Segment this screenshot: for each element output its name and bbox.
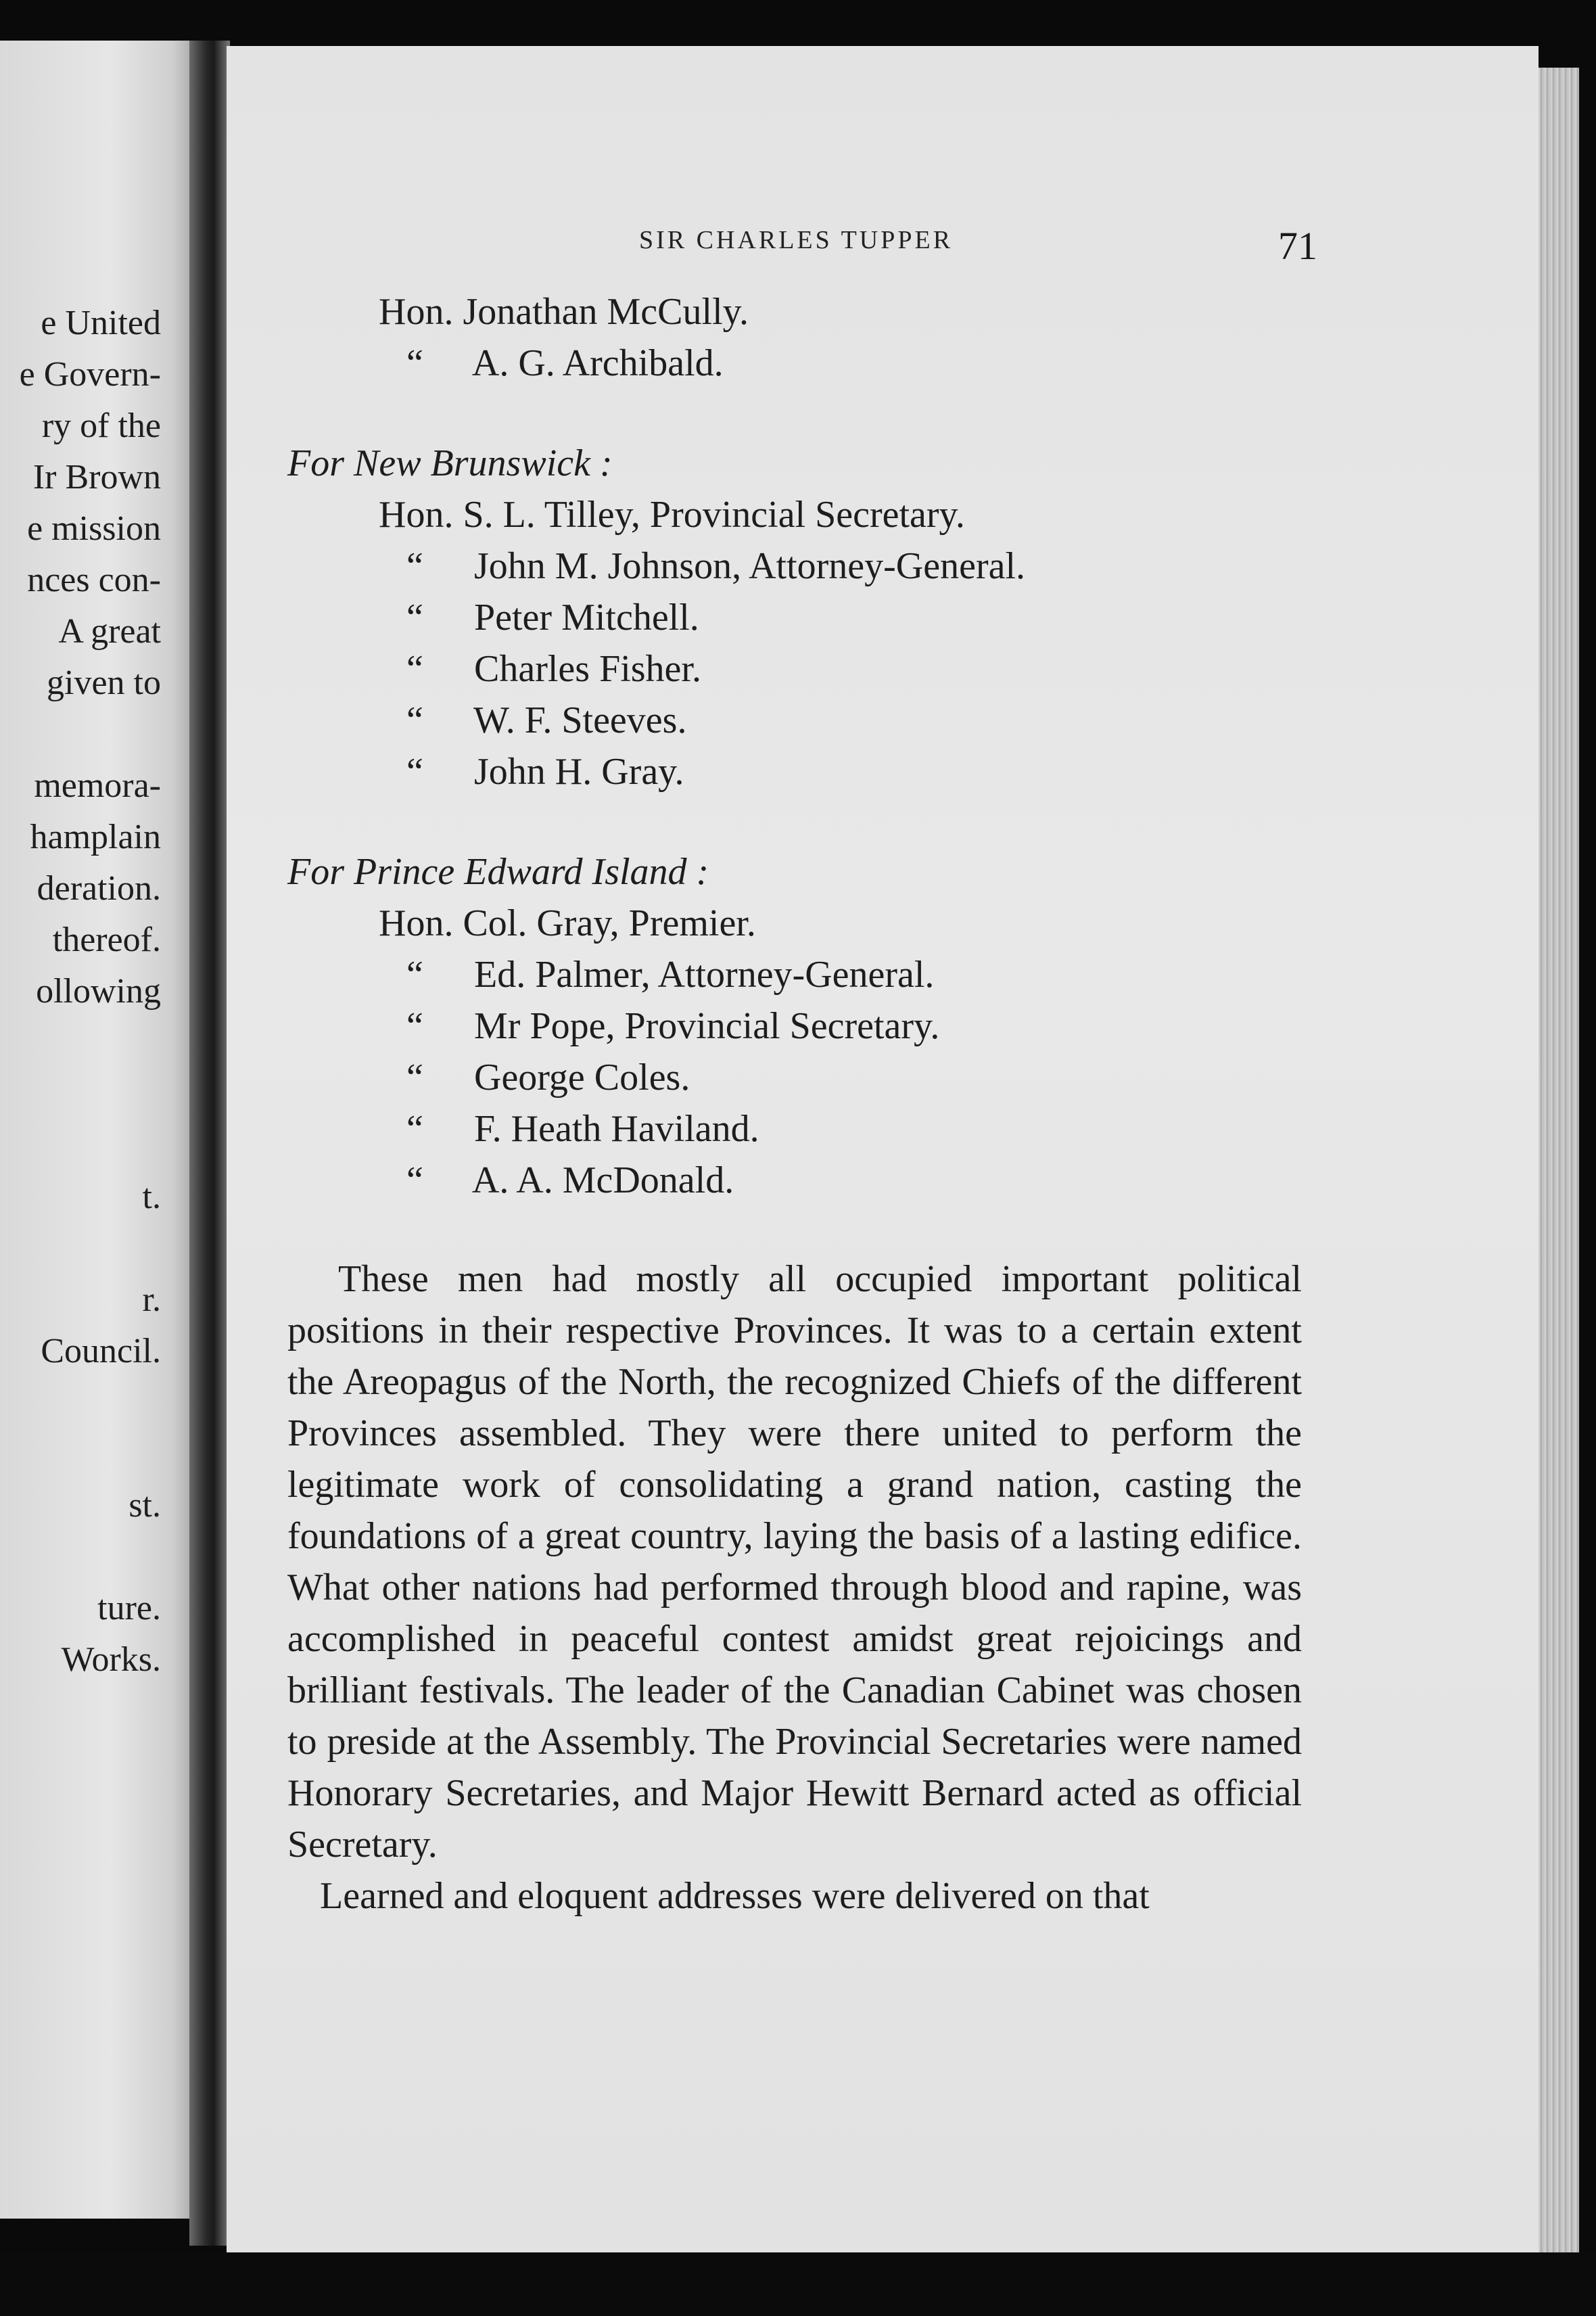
- member-name: Jonathan McCully.: [463, 291, 749, 333]
- member-name: W. F. Steeves.: [473, 699, 687, 741]
- previous-page-line: [20, 1223, 161, 1274]
- member-name: A. G. Archibald.: [471, 342, 724, 384]
- member-name: Col. Gray, Premier.: [463, 902, 756, 944]
- list-item: [287, 746, 1342, 797]
- previous-page-line: A great: [58, 612, 161, 651]
- previous-page-line: [20, 709, 161, 760]
- member-prefix: Hon.: [379, 902, 454, 944]
- ditto-mark: “: [406, 954, 423, 996]
- previous-page-line: Works.: [61, 1640, 161, 1679]
- list-item: [287, 643, 1342, 695]
- member-name: S. L. Tilley, Provincial Secretary.: [463, 494, 965, 536]
- member-prefix: Hon.: [379, 291, 454, 333]
- body-paragraph: Learned and eloquent addresses were delivered on that: [320, 1875, 1150, 1917]
- section-heading-new-brunswick: For New Brunswick :: [287, 442, 613, 484]
- ditto-mark: “: [406, 1108, 423, 1150]
- member-name: A. A. McDonald.: [471, 1159, 734, 1201]
- previous-page-line: [20, 1069, 161, 1120]
- previous-page-line: thereof.: [52, 921, 161, 959]
- list-item: [287, 1052, 1342, 1103]
- list-item: [287, 1000, 1342, 1052]
- member-name: John M. Johnson, Attorney-General.: [474, 545, 1026, 587]
- previous-page-line: st.: [128, 1486, 161, 1525]
- page-number: 71: [1278, 224, 1317, 268]
- previous-page-line: [20, 1429, 161, 1480]
- ditto-mark: “: [406, 1057, 423, 1098]
- list-item: [287, 1103, 1342, 1155]
- running-head: SIR CHARLES TUPPER: [639, 226, 954, 254]
- previous-page-line: e mission: [27, 509, 161, 548]
- book-gutter: [189, 41, 230, 2246]
- previous-page-line: e Govern-: [19, 355, 161, 394]
- previous-page-line: [20, 1377, 161, 1429]
- previous-page-line: [20, 1531, 161, 1583]
- ditto-mark: “: [406, 545, 423, 587]
- ditto-mark: “: [406, 751, 423, 793]
- member-name: Ed. Palmer, Attorney-General.: [474, 954, 935, 996]
- page-content: [287, 286, 1342, 1922]
- list-item: [287, 540, 1342, 592]
- ditto-mark: “: [406, 597, 423, 639]
- previous-page-line: [20, 1017, 161, 1069]
- ditto-mark: “: [406, 648, 423, 690]
- previous-page-line: hamplain: [30, 818, 161, 856]
- new-brunswick-list: [287, 489, 1342, 797]
- list-item: [287, 695, 1342, 746]
- list-item: [287, 1155, 1342, 1206]
- member-name: Mr Pope, Provincial Secretary.: [474, 1005, 940, 1047]
- previous-page-line: [20, 1120, 161, 1172]
- ditto-mark: “: [406, 1005, 423, 1047]
- previous-page-line: nces con-: [27, 561, 161, 599]
- member-prefix: Hon.: [379, 494, 454, 536]
- previous-page-line: deration.: [37, 869, 161, 908]
- nova-scotia-list-tail: [287, 286, 1342, 389]
- previous-page-line: r.: [142, 1280, 161, 1319]
- previous-page-text: [20, 298, 161, 1686]
- member-name: Peter Mitchell.: [474, 597, 699, 639]
- list-item: [287, 592, 1342, 643]
- previous-page-line: e United: [41, 304, 161, 342]
- previous-page-line: ry of the: [41, 407, 161, 445]
- previous-page-line: Council.: [41, 1332, 161, 1370]
- ditto-mark: “: [406, 1159, 423, 1201]
- prince-edward-island-list: [287, 898, 1342, 1206]
- body-paragraph: These men had mostly all occupied important political positions in their respective Provinces. It was to a certain extent the Areopagus of the North, the recognized Chiefs of the different Provinces assembled. They were there united to perform the legitimate work of consolidating a grand nation, casting the foundations of a great country, laying the basis of a lasting edifice. What other nations had performed through blood and rapine, was accomplished in peaceful contest amidst great rejoicings and brilliant festivals. The leader of the Canadian Cabinet was chosen to preside at the Assembly. The Provincial Secretaries were named Honorary Secretaries, and Major Hewitt Bernard acted as official Secretary.: [287, 1258, 1302, 1866]
- previous-page-line: memora-: [34, 766, 161, 805]
- book-page: [227, 46, 1539, 2271]
- previous-page: [0, 41, 203, 2219]
- member-name: Charles Fisher.: [474, 648, 701, 690]
- scan-border: [0, 2252, 1596, 2316]
- list-item: [287, 489, 1342, 540]
- previous-page-line: Ir Brown: [32, 458, 161, 496]
- member-name: F. Heath Haviland.: [474, 1108, 759, 1150]
- member-name: George Coles.: [474, 1057, 690, 1098]
- previous-page-line: ture.: [97, 1589, 161, 1627]
- member-name: John H. Gray.: [474, 751, 684, 793]
- previous-page-line: ollowing: [36, 972, 161, 1011]
- ditto-mark: “: [406, 342, 423, 384]
- previous-page-line: t.: [142, 1178, 161, 1216]
- list-item: [287, 898, 1342, 949]
- ditto-mark: “: [406, 699, 423, 741]
- section-heading-prince-edward-island: For Prince Edward Island :: [287, 851, 709, 893]
- list-item: [287, 286, 1342, 338]
- previous-page-line: given to: [47, 664, 161, 702]
- list-item: [287, 949, 1342, 1000]
- list-item: [287, 338, 1342, 389]
